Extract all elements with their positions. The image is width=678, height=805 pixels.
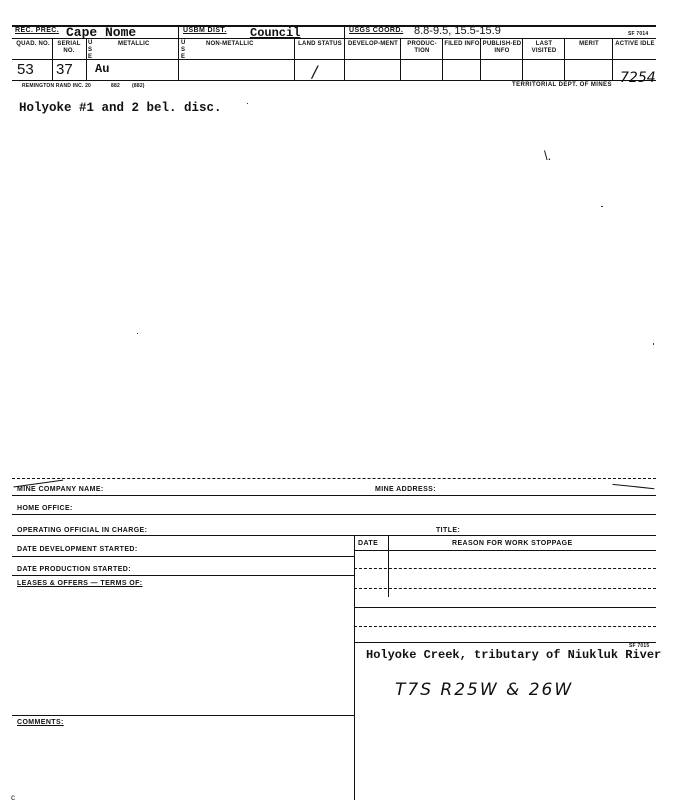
header-divider-v xyxy=(564,38,565,80)
reason-label: REASON FOR WORK STOPPAGE xyxy=(452,540,573,547)
printer-line: REMINGTON RAND INC. 20 xyxy=(22,83,92,89)
header-bottom-rule xyxy=(12,80,656,81)
card-number: 7254 xyxy=(620,70,656,86)
production-label: PRODUC-TION xyxy=(407,41,437,54)
comments-label: COMMENTS: xyxy=(17,719,64,726)
form-code-lower: SF 7015 xyxy=(629,643,650,649)
development-label: DEVELOP-MENT xyxy=(347,41,399,47)
separator-dashed xyxy=(12,478,656,479)
header-divider-v xyxy=(294,38,295,80)
stray-mark: \. xyxy=(544,148,552,163)
land-status-mark: / xyxy=(312,62,318,81)
published-info-label: PUBLISH-ED INFO xyxy=(482,41,522,54)
reason-row-rule xyxy=(354,607,656,608)
date-label: DATE xyxy=(358,540,379,547)
quad-label: QUAD. NO. xyxy=(16,41,50,47)
date-development-label: DATE DEVELOPMENT STARTED: xyxy=(17,546,138,553)
corner-mark: c xyxy=(11,793,15,802)
reason-row-rule xyxy=(354,626,656,627)
header-label-rule xyxy=(12,59,656,60)
usgs-coord-value: 8.8-9.5, 15.5-15.9 xyxy=(414,25,501,37)
serial-number: 37 xyxy=(56,61,73,78)
title-label: TITLE: xyxy=(436,527,461,534)
usbm-dist-value: Council xyxy=(250,26,301,40)
location-text: Holyoke Creek, tributary of Niukluk River xyxy=(366,648,662,662)
form-code-top: SF 7014 xyxy=(628,31,649,37)
metallic-commodity: Au xyxy=(95,62,110,76)
rec-prec-value: Cape Nome xyxy=(66,25,137,40)
header-divider-v xyxy=(612,38,613,80)
metallic-label: METALLIC xyxy=(118,41,150,47)
header-divider-v xyxy=(522,38,523,80)
leases-offers-label: LEASES & OFFERS — TERMS OF: xyxy=(17,580,143,587)
printer-code: (882) xyxy=(132,83,145,89)
territorial-dept: TERRITORIAL DEPT. OF MINES xyxy=(512,82,612,88)
township-range: T7S R25W & 26W xyxy=(395,680,574,700)
header-divider-v xyxy=(480,38,481,80)
land-status-label: LAND STATUS xyxy=(298,41,342,47)
header-divider-v xyxy=(400,38,401,80)
merit-label: MERIT xyxy=(579,41,599,47)
quad-number: 53 xyxy=(17,61,34,78)
usbm-dist-label: USBM DIST. xyxy=(183,27,227,34)
use-label-nonmetallic: U S E xyxy=(181,40,186,60)
home-office-label: HOME OFFICE: xyxy=(17,505,73,512)
header-divider-v xyxy=(344,25,345,80)
usgs-coord-label: USGS COORD. xyxy=(349,27,404,34)
speck xyxy=(653,343,654,345)
form-rule-production xyxy=(12,575,354,576)
reason-header-rule xyxy=(354,550,656,551)
reason-row-rule xyxy=(354,588,656,589)
printer-code: 882 xyxy=(111,83,120,89)
rec-prec-label: REC. PREC. xyxy=(15,27,60,34)
speck xyxy=(247,103,248,104)
form-rule-comments xyxy=(12,715,354,716)
date-production-label: DATE PRODUCTION STARTED: xyxy=(17,566,131,573)
non-metallic-label: NON-METALLIC xyxy=(206,41,254,47)
serial-label: SERIAL NO. xyxy=(57,41,81,54)
last-visited-label: LAST VISITED xyxy=(531,41,557,54)
speck xyxy=(601,206,603,207)
form-rule-development xyxy=(12,556,354,557)
filed-info-label: FILED INFO xyxy=(444,41,480,47)
form-column-divider xyxy=(354,535,355,800)
use-label-metallic: U S E xyxy=(88,40,93,60)
form-rule-official xyxy=(12,535,656,536)
location-rule xyxy=(354,642,656,643)
form-rule-home xyxy=(12,514,656,515)
speck xyxy=(137,333,138,334)
operating-official-label: OPERATING OFFICIAL IN CHARGE: xyxy=(17,527,148,534)
main-entry-text: Holyoke #1 and 2 bel. disc. xyxy=(19,101,222,115)
form-rule-company xyxy=(12,495,656,496)
reason-row-rule xyxy=(354,568,656,569)
header-divider-v xyxy=(86,38,87,80)
mine-company-name-label: MINE COMPANY NAME: xyxy=(17,486,104,493)
header-divider-v xyxy=(178,25,179,80)
mine-address-label: MINE ADDRESS: xyxy=(375,486,436,493)
active-idle-label: ACTIVE IDLE xyxy=(615,41,655,47)
header-divider-v xyxy=(442,38,443,80)
